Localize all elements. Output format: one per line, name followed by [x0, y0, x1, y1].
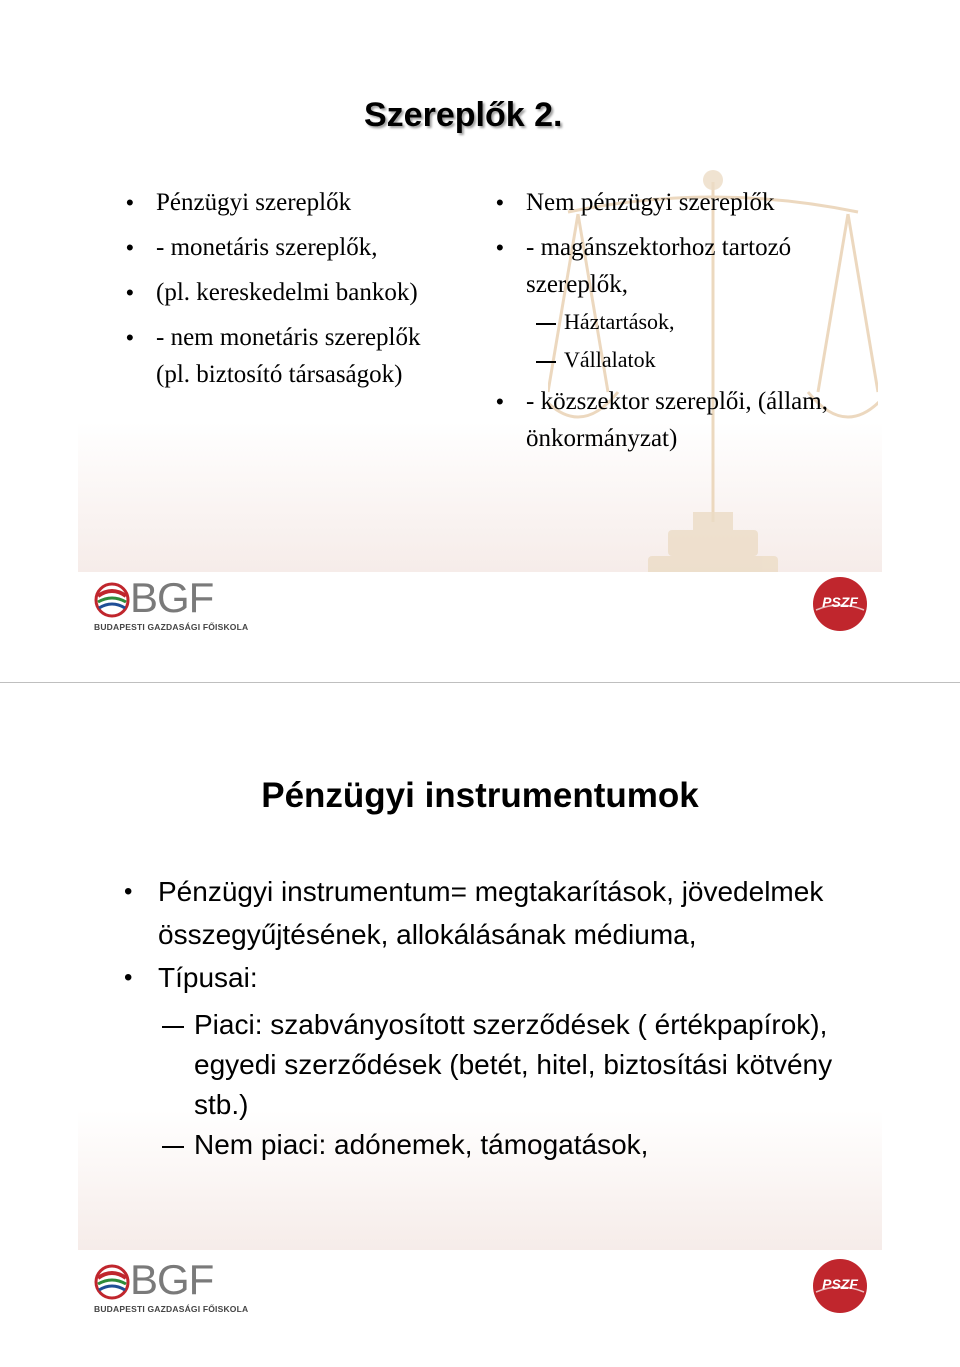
- sub-list-item: Háztartások,: [526, 303, 846, 341]
- slide-1-footer: [78, 570, 882, 640]
- pszf-logo: [812, 576, 868, 632]
- bgf-emblem-icon: [94, 1262, 130, 1302]
- slide-1: [78, 72, 882, 572]
- list-item: • Típusai:: [158, 956, 858, 999]
- sub-list-item: Nem piaci: adónemek, támogatások,: [158, 1125, 858, 1165]
- list-item: • - monetáris szereplők,: [156, 229, 456, 266]
- bgf-subtitle: BUDAPESTI GAZDASÁGI FŐISKOLA: [94, 1304, 249, 1314]
- slide-1-title: Szereplők 2.: [364, 96, 563, 134]
- sub-list-item: Vállalatok: [526, 341, 846, 379]
- bgf-logo: [94, 1256, 249, 1314]
- slide-2-footer: [78, 1252, 882, 1322]
- pszf-logo: [812, 1258, 868, 1314]
- sub-list-item: Piaci: szabványosított szerződések ( értékpapírok), egyedi szerződések (betét, hitel, biztosítási kötvény stb.): [158, 1005, 858, 1125]
- list-item: • (pl. kereskedelmi bankok): [156, 274, 456, 311]
- instruments-list: [158, 870, 858, 1165]
- bgf-emblem-icon: [94, 580, 130, 620]
- financial-actors-list: [156, 184, 456, 393]
- list-item: • - közszektor szereplői, (állam, önkormányzat): [526, 383, 846, 457]
- pszf-text: PSZF: [822, 1276, 858, 1292]
- bgf-letters: BGF: [130, 574, 214, 621]
- pszf-text: PSZF: [822, 594, 858, 610]
- list-item: • Pénzügyi szereplők: [156, 184, 456, 221]
- bgf-logo: [94, 574, 249, 632]
- bgf-subtitle: BUDAPESTI GAZDASÁGI FŐISKOLA: [94, 622, 249, 632]
- slide-2-title: Pénzügyi instrumentumok: [261, 776, 699, 815]
- page-divider: [0, 682, 960, 683]
- list-item: • Pénzügyi instrumentum= megtakarítások, jövedelmek összegyűjtésének, allokálásának médiuma,: [158, 870, 858, 956]
- slide-2: [78, 752, 882, 1250]
- list-item: • - magánszektorhoz tartozó szereplők,: [526, 229, 846, 303]
- non-financial-actors-list: [526, 184, 846, 457]
- list-item: • Nem pénzügyi szereplők: [526, 184, 846, 221]
- bgf-letters: BGF: [130, 1256, 214, 1303]
- list-item: • - nem monetáris szereplők (pl. biztosító társaságok): [156, 319, 456, 393]
